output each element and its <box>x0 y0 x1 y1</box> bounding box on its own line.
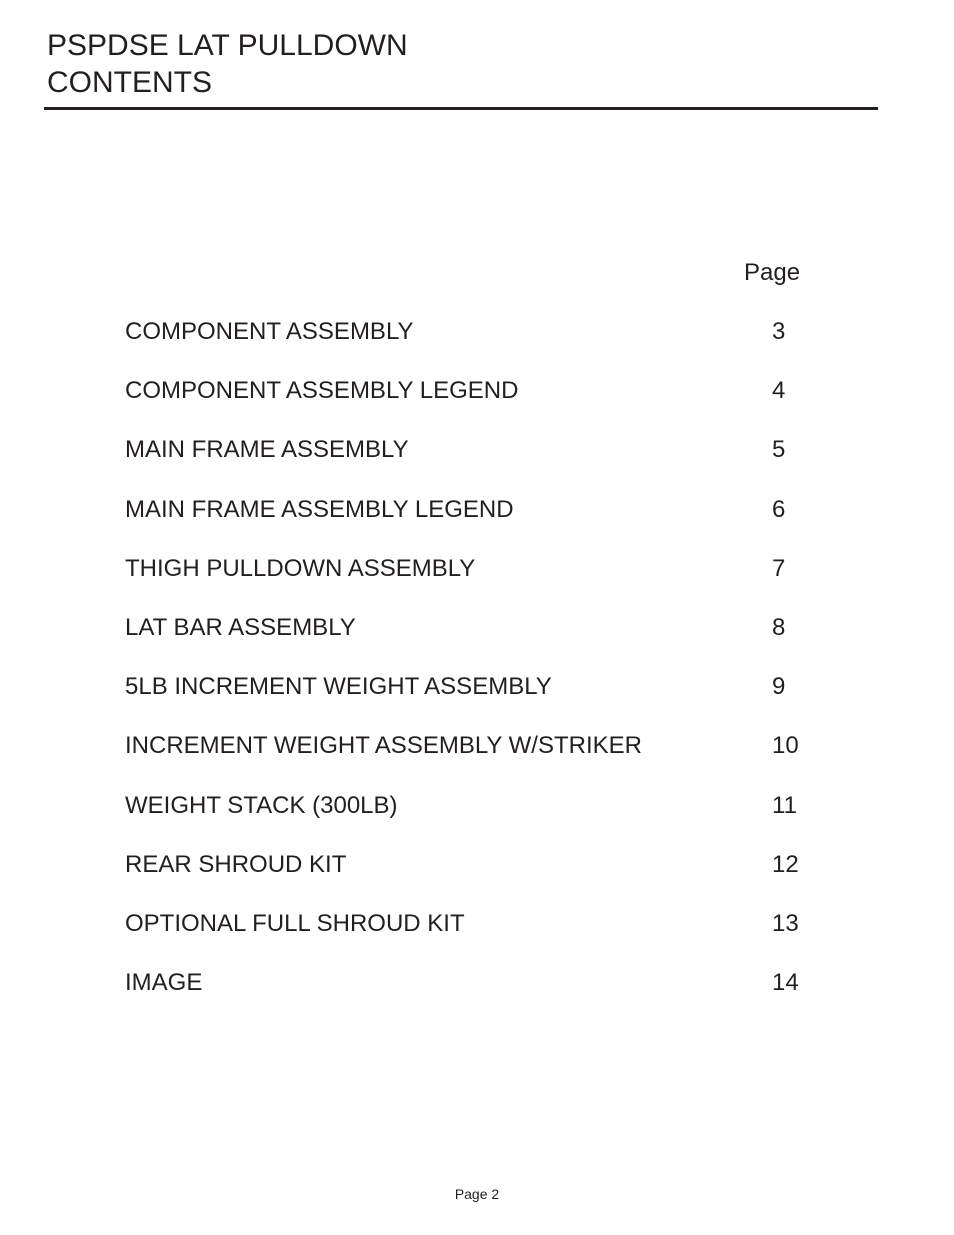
toc-entry-label: MAIN FRAME ASSEMBLY LEGEND <box>125 495 514 523</box>
section-title: CONTENTS <box>47 66 212 99</box>
toc-entry <box>125 791 825 850</box>
toc-entry <box>125 376 825 435</box>
toc-entry <box>125 909 825 968</box>
table-of-contents <box>125 317 825 1027</box>
toc-entry-page: 10 <box>772 732 799 760</box>
toc-entry <box>125 613 825 672</box>
toc-entry <box>125 317 825 376</box>
document-title: PSPDSE LAT PULLDOWN <box>47 29 408 62</box>
toc-entry-label: OPTIONAL FULL SHROUD KIT <box>125 909 465 937</box>
toc-entry-label: THIGH PULLDOWN ASSEMBLY <box>125 554 476 582</box>
toc-entry-label: MAIN FRAME ASSEMBLY <box>125 436 409 464</box>
page-column-heading: Page <box>744 259 801 286</box>
toc-entry-label: INCREMENT WEIGHT ASSEMBLY W/STRIKER <box>125 732 642 760</box>
toc-entry-label: REAR SHROUD KIT <box>125 850 347 878</box>
toc-entry-label: LAT BAR ASSEMBLY <box>125 613 356 641</box>
toc-entry <box>125 495 825 554</box>
toc-entry <box>125 672 825 731</box>
toc-entry <box>125 850 825 909</box>
toc-entry-page: 8 <box>772 613 786 641</box>
toc-entry-page: 6 <box>772 495 786 523</box>
toc-entry-page: 13 <box>772 909 799 937</box>
toc-entry-page: 12 <box>772 850 799 878</box>
toc-entry-page: 4 <box>772 377 786 405</box>
toc-entry-page: 3 <box>772 318 786 345</box>
toc-entry-page: 5 <box>772 436 786 464</box>
toc-entry <box>125 435 825 494</box>
toc-entry-page: 7 <box>772 554 786 582</box>
toc-entry <box>125 554 825 613</box>
toc-entry-label: COMPONENT ASSEMBLY LEGEND <box>125 377 519 405</box>
toc-entry-label: COMPONENT ASSEMBLY <box>125 318 414 345</box>
toc-entry-label: WEIGHT STACK (300LB) <box>125 791 398 819</box>
toc-entry-page: 9 <box>772 673 786 701</box>
page-number-footer: Page 2 <box>454 1186 500 1202</box>
toc-entry-label: IMAGE <box>125 969 203 997</box>
header-divider <box>44 107 878 110</box>
toc-entry-page: 11 <box>772 791 797 819</box>
toc-entry <box>125 731 825 790</box>
toc-entry <box>125 968 825 1027</box>
toc-entry-page: 14 <box>772 969 799 997</box>
toc-entry-label: 5LB INCREMENT WEIGHT ASSEMBLY <box>125 673 552 701</box>
